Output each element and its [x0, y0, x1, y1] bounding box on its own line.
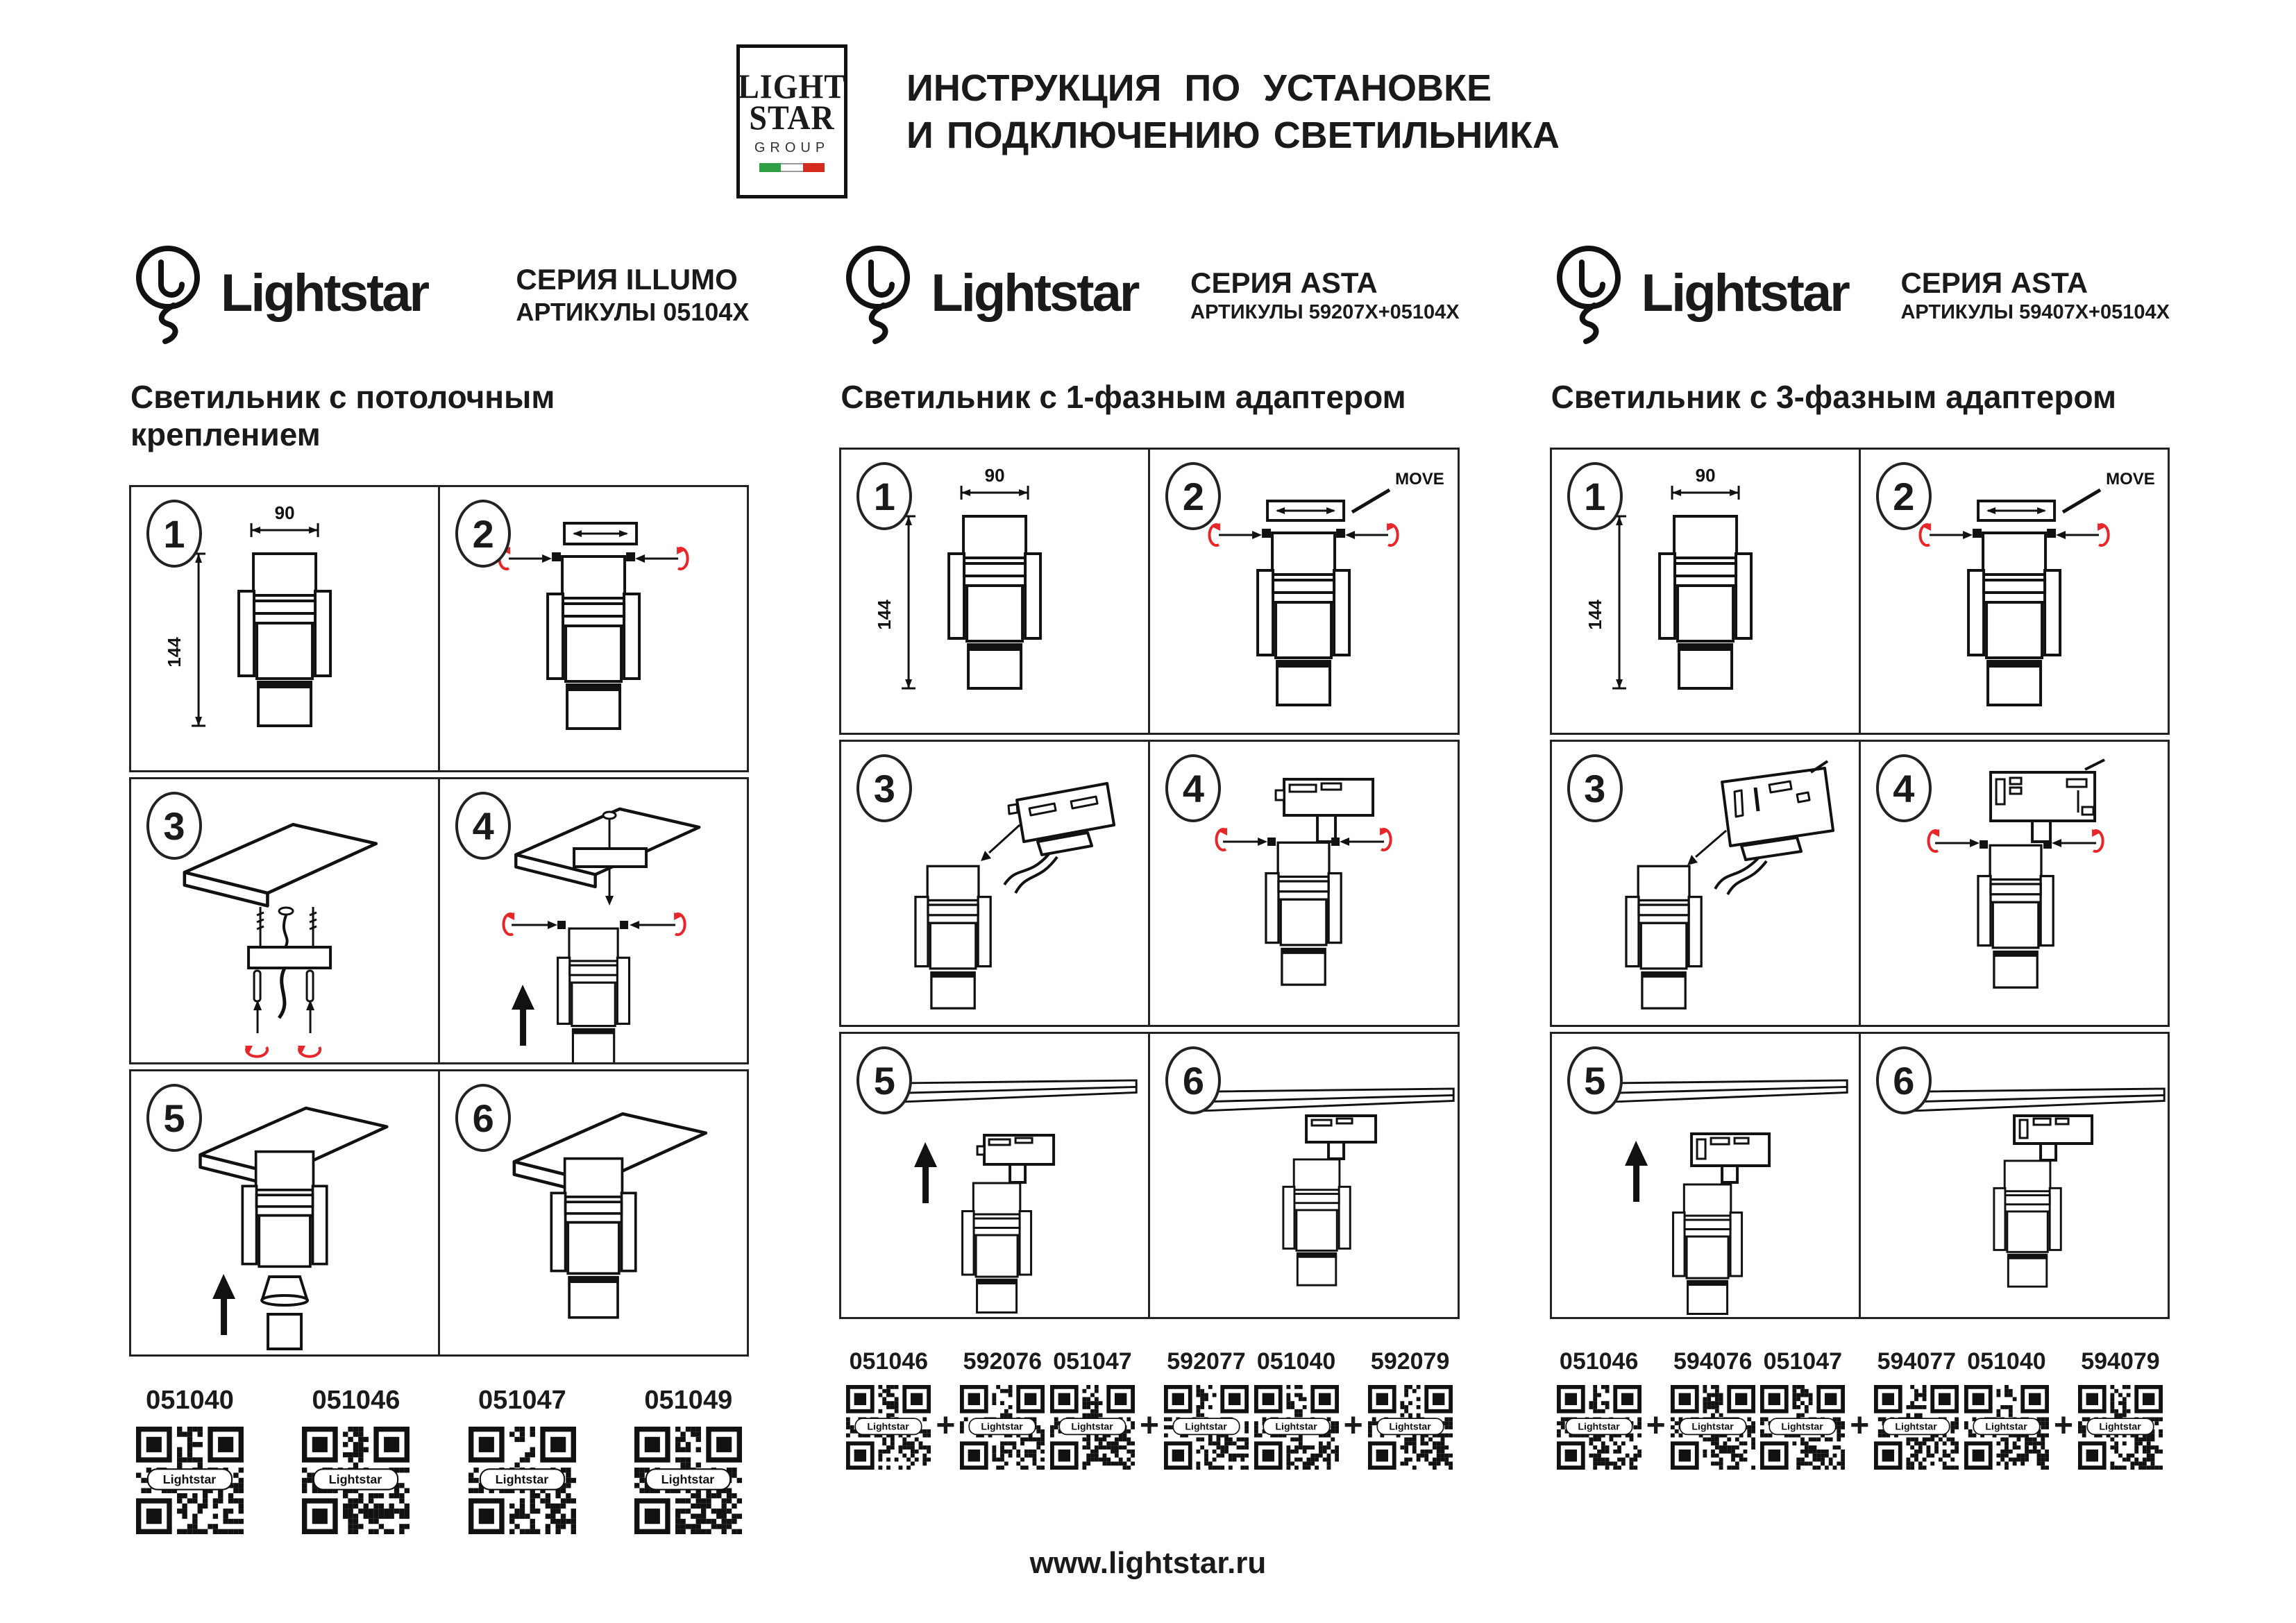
qr-code: [1164, 1385, 1249, 1470]
qr-code: [960, 1385, 1045, 1470]
qr-code: [302, 1427, 410, 1534]
svg-text:Lightstar: Lightstar: [1895, 1420, 1938, 1432]
up-arrow: [212, 1274, 235, 1335]
plus-sign: +: [1343, 1407, 1363, 1444]
brand-row: [129, 236, 749, 350]
article-number: 051047: [1763, 1348, 1843, 1375]
rotate-arrow-icon: [1210, 523, 1221, 545]
step-number: 2: [1876, 462, 1932, 530]
title-line-1: ИНСТРУКЦИЯ ПО УСТАНОВКЕ: [906, 67, 1492, 109]
article-number: 592077: [1167, 1348, 1246, 1375]
step-number: 5: [856, 1046, 912, 1114]
insert-arrow: [981, 825, 1020, 861]
push-arrow-left: [512, 921, 557, 929]
lightstar-group-logo: [736, 44, 847, 198]
fixture-drawing: [558, 928, 630, 1062]
screw-head: [603, 812, 616, 819]
step-cell-5: [129, 1069, 440, 1357]
qr-code: [1254, 1385, 1339, 1470]
column-illumo: [129, 229, 749, 1534]
plus-sign: +: [2053, 1407, 2073, 1444]
screw-right: [1332, 838, 1340, 846]
steps-grid: [129, 485, 749, 1357]
push-arrow-right: [2056, 531, 2099, 539]
svg-text:Lightstar: Lightstar: [329, 1472, 382, 1487]
mount-bracket: [248, 947, 330, 968]
step-cell-3: [1550, 740, 1861, 1027]
qr-code: [136, 1427, 244, 1534]
adapter-1phase: [1276, 779, 1374, 842]
columns: [129, 229, 2170, 1534]
qr-code: [1964, 1385, 2049, 1470]
svg-text:Lightstar: Lightstar: [1985, 1420, 2027, 1432]
grid-row: [1550, 1032, 2170, 1319]
height-dimension: [1612, 516, 1626, 688]
code-pair: [1050, 1348, 1249, 1470]
grid-row: [839, 740, 1459, 1027]
width-dimension: [961, 486, 1028, 500]
logo-line-star: STAR: [749, 98, 835, 137]
lightstar-bulb-icon: [839, 241, 917, 346]
lightstar-bulb-icon: [129, 241, 207, 346]
screw-left: [1263, 529, 1272, 538]
fixture-drawing: [1283, 1159, 1350, 1285]
adapter-1phase: [977, 1135, 1054, 1182]
fixture-drawing: [1660, 516, 1751, 688]
plus-sign: +: [1139, 1407, 1159, 1444]
wire: [279, 968, 285, 1018]
screw: [310, 907, 316, 946]
screw-right: [1337, 529, 1346, 538]
height-dimension: [902, 516, 915, 688]
svg-text:Lightstar: Lightstar: [981, 1420, 1024, 1432]
series-block: [1190, 261, 1460, 326]
step-cell-2: [1150, 448, 1459, 735]
rotate-arrow-icon: [677, 547, 688, 569]
fixture-drawing: [1994, 1161, 2061, 1286]
grid-row: [129, 485, 749, 772]
push-arrow-left: [1224, 838, 1268, 846]
step-cell-1: [129, 485, 440, 772]
code-block: [846, 1348, 931, 1470]
insert-arrow: [1687, 831, 1726, 865]
title-line-2: И ПОДКЛЮЧЕНИЮ СВЕТИЛЬНИКА: [906, 114, 1560, 156]
brand-wordmark: Lightstar: [931, 264, 1138, 323]
width-dim-label: 90: [1695, 465, 1716, 486]
track-bar: [1192, 1089, 1454, 1111]
article-number: 592079: [1370, 1348, 1450, 1375]
step-number: 3: [146, 792, 202, 860]
step-cell-2: [440, 485, 749, 772]
header: [0, 44, 2296, 198]
move-label: MOVE: [1395, 470, 1445, 488]
code-block: [1671, 1348, 1755, 1470]
grid-row: [839, 448, 1459, 735]
fixture-drawing: [1626, 866, 1701, 1008]
up-arrow: [306, 1000, 314, 1033]
push-arrow-right: [635, 554, 678, 563]
qr-code: [634, 1427, 742, 1534]
brand-row: [1550, 236, 2170, 350]
step-cell-1: [839, 448, 1150, 735]
qr-code: [469, 1427, 576, 1534]
rotate-arrow-icon: [1920, 523, 1931, 545]
screw: [257, 907, 264, 946]
step-number: 3: [1567, 754, 1623, 822]
screw-left: [557, 921, 566, 929]
adapter-3phase: [1691, 1134, 1769, 1182]
rotate-arrow-icon: [1381, 828, 1392, 850]
up-arrow: [914, 1142, 937, 1203]
plus-sign: +: [1646, 1407, 1666, 1444]
code-block: [469, 1386, 576, 1534]
height-dimension: [192, 554, 205, 726]
screw-left: [1980, 840, 1988, 849]
column-asta-1phase: [839, 229, 1459, 1534]
article-number: 592076: [963, 1348, 1043, 1375]
grid-row: [129, 1069, 749, 1357]
push-arrow-right: [2052, 839, 2096, 847]
adapter-1phase: [1307, 1116, 1376, 1159]
lamp-bulb: [262, 1277, 307, 1305]
code-pair: [846, 1348, 1045, 1470]
screw-left: [1268, 838, 1276, 846]
brand-wordmark: Lightstar: [1641, 264, 1848, 323]
column-subtitle: Светильник с потолочным креплением: [130, 379, 555, 452]
step-cell-2: [1861, 448, 2170, 735]
qr-code: [1368, 1385, 1453, 1470]
rotate-arrow-icon: [2092, 829, 2103, 851]
up-arrow: [512, 985, 534, 1046]
qr-code: [1874, 1385, 1959, 1470]
screw-right: [626, 552, 635, 561]
article-number: 594076: [1673, 1348, 1753, 1375]
article-number: 051040: [1256, 1348, 1336, 1375]
series-name: СЕРИЯ ASTA: [1190, 266, 1378, 299]
up-arrow: [1625, 1141, 1648, 1202]
push-arrow-left: [1930, 531, 1973, 539]
push-arrow-right: [1340, 838, 1385, 846]
fixture-drawing: [1673, 1184, 1741, 1314]
step-cell-3: [839, 740, 1150, 1027]
step-cell-6: [1861, 1032, 2170, 1319]
anchor: [307, 971, 313, 1001]
fixture-drawing: [963, 1183, 1031, 1313]
fixture-drawing: [1266, 842, 1341, 985]
rotate-arrow-icon: [245, 1046, 267, 1057]
step-number: 5: [146, 1084, 202, 1152]
column-subtitle: Светильник с 1-фазным адаптером: [841, 379, 1406, 415]
code-pair: [1964, 1348, 2163, 1470]
step-number: 5: [1567, 1046, 1623, 1114]
qr-code: [846, 1385, 931, 1470]
svg-text:Lightstar: Lightstar: [1578, 1420, 1620, 1432]
article-number: 051046: [1559, 1348, 1639, 1375]
article-codes: [129, 1386, 749, 1534]
series-block: [516, 257, 749, 329]
anchor: [254, 971, 260, 1001]
article-number: 051049: [644, 1386, 733, 1415]
push-arrow-left: [1219, 531, 1263, 539]
code-block: [2078, 1348, 2163, 1470]
grid-row: [1550, 448, 2170, 735]
plus-sign: +: [936, 1407, 956, 1444]
logo-line-light: LIGHT: [738, 67, 846, 105]
step-number: 6: [1876, 1046, 1932, 1114]
svg-text:Lightstar: Lightstar: [2099, 1420, 2141, 1432]
code-block: [302, 1386, 410, 1534]
step-cell-4: [440, 777, 749, 1064]
code-block: [1760, 1348, 1845, 1470]
column-asta-3phase: [1550, 229, 2170, 1534]
screw-right: [620, 921, 628, 929]
rotate-arrow-icon: [2097, 523, 2109, 545]
rotate-arrow-icon: [1928, 829, 1939, 851]
brand-wordmark: Lightstar: [221, 264, 428, 323]
svg-text:Lightstar: Lightstar: [1389, 1420, 1431, 1432]
fixture-drawing: [1258, 533, 1350, 705]
step-number: 6: [455, 1084, 511, 1152]
qr-code: [1050, 1385, 1135, 1470]
wire: [1015, 857, 1057, 893]
article-codes: [1550, 1348, 2170, 1470]
step-number: 4: [455, 792, 511, 860]
adapter-1phase: [1008, 783, 1114, 855]
push-arrow-left: [1935, 839, 1980, 847]
push-arrow-left: [509, 554, 552, 563]
ceiling-plate: [185, 824, 376, 906]
code-block: [1164, 1348, 1249, 1470]
code-block: [634, 1386, 742, 1534]
rotate-arrow-icon: [504, 912, 515, 935]
track-bar: [1902, 1089, 2164, 1111]
article-number: 051040: [146, 1386, 234, 1415]
adapter-tab: [2085, 760, 2104, 770]
fixture-drawing: [915, 866, 990, 1008]
height-dim-label: 144: [164, 637, 185, 668]
italian-flag-icon: [759, 163, 825, 172]
move-label: MOVE: [2105, 470, 2155, 488]
qr-code: [2078, 1385, 2163, 1470]
track-bar: [875, 1080, 1137, 1103]
width-dim-label: 90: [274, 502, 295, 523]
article-number: 051047: [478, 1386, 566, 1415]
step-cell-3: [129, 777, 440, 1064]
step-cell-6: [440, 1069, 749, 1357]
logo-line-group: GROUP: [754, 140, 830, 156]
grid-row: [1550, 740, 2170, 1027]
push-arrow-right: [1346, 531, 1389, 539]
height-dim-label: 144: [874, 600, 895, 630]
series-articles: АРТИКУЛЫ 59407X+05104X: [1900, 300, 2170, 323]
svg-text:Lightstar: Lightstar: [495, 1472, 549, 1487]
article-number: 594079: [2081, 1348, 2160, 1375]
article-number: 051046: [849, 1348, 929, 1375]
series-name: СЕРИЯ ASTA: [1900, 266, 2088, 299]
svg-text:Lightstar: Lightstar: [1781, 1420, 1824, 1432]
steps-grid: [839, 448, 1459, 1319]
wire: [284, 915, 287, 947]
qr-code: [1557, 1385, 1641, 1470]
svg-text:Lightstar: Lightstar: [1275, 1420, 1317, 1432]
svg-text:Lightstar: Lightstar: [661, 1472, 715, 1487]
move-leader: [1353, 490, 1390, 512]
down-arrow: [605, 867, 614, 906]
code-block: [960, 1348, 1045, 1470]
plus-sign: +: [1850, 1407, 1870, 1444]
step-number: 1: [1567, 462, 1623, 530]
brand-row: [839, 236, 1459, 350]
track-bar: [1585, 1080, 1847, 1103]
website-url: www.lightstar.ru: [1029, 1546, 1267, 1580]
article-number: 594077: [1877, 1348, 1957, 1375]
svg-text:Lightstar: Lightstar: [1185, 1420, 1227, 1432]
height-dim-label: 144: [1584, 600, 1605, 630]
step-cell-4: [1150, 740, 1459, 1027]
svg-text:Lightstar: Lightstar: [1691, 1420, 1734, 1432]
width-dim-label: 90: [984, 465, 1005, 486]
mount-bracket: [574, 849, 646, 867]
qr-code: [1760, 1385, 1845, 1470]
lightstar-bulb-icon: [1550, 241, 1628, 346]
code-pair: [1254, 1348, 1453, 1470]
step-number: 1: [856, 462, 912, 530]
fixture-drawing: [552, 1159, 636, 1318]
step-cell-5: [1550, 1032, 1861, 1319]
qr-code: [1671, 1385, 1755, 1470]
article-number: 051040: [1967, 1348, 2046, 1375]
code-block: [1557, 1348, 1641, 1470]
screw-right: [2047, 529, 2056, 538]
step-number: 3: [856, 754, 912, 822]
fixture-drawing: [949, 516, 1040, 688]
screw-left: [552, 552, 561, 561]
step-number: 4: [1165, 754, 1221, 822]
adapter-3phase: [1722, 768, 1833, 860]
fixture-drawing: [1978, 845, 2053, 987]
series-name: СЕРИЯ ILLUMO: [516, 262, 738, 296]
fixture-drawing: [239, 554, 330, 726]
code-block: [1964, 1348, 2049, 1470]
step-number: 4: [1876, 754, 1932, 822]
step-cell-4: [1861, 740, 2170, 1027]
screw-head: [279, 908, 293, 915]
series-articles: АРТИКУЛЫ 59207X+05104X: [1190, 300, 1460, 323]
article-number: 051047: [1053, 1348, 1132, 1375]
push-arrow-right: [630, 921, 675, 929]
fixture-drawing: [548, 556, 639, 729]
rotate-arrow-icon: [674, 912, 685, 935]
svg-text:Lightstar: Lightstar: [162, 1472, 217, 1487]
code-block: [1050, 1348, 1135, 1470]
rotate-arrow-icon: [1217, 828, 1228, 850]
screw-left: [1973, 529, 1982, 538]
fixture-drawing: [242, 1152, 326, 1267]
code-block: [1368, 1348, 1453, 1470]
up-arrow: [253, 1000, 262, 1033]
column-subtitle: Светильник с 3-фазным адаптером: [1551, 379, 2116, 415]
code-block: [1254, 1348, 1339, 1470]
code-block: [136, 1386, 244, 1534]
series-block: [1900, 261, 2170, 326]
steps-grid: [1550, 448, 2170, 1319]
step-number: 2: [455, 500, 511, 568]
step-number: 2: [1165, 462, 1221, 530]
code-pair: [1760, 1348, 1959, 1470]
width-dimension: [251, 523, 318, 537]
code-pair: [1557, 1348, 1755, 1470]
article-number: 051046: [312, 1386, 400, 1415]
page-title: [906, 44, 1560, 159]
adapter-3phase: [2014, 1116, 2092, 1160]
step-number: 1: [146, 500, 202, 568]
grid-row: [839, 1032, 1459, 1319]
fixture-drawing: [1968, 533, 2060, 705]
step-cell-5: [839, 1032, 1150, 1319]
series-articles: АРТИКУЛЫ 05104X: [516, 298, 750, 327]
lamp-shade: [268, 1314, 301, 1349]
step-number: 6: [1165, 1046, 1221, 1114]
code-block: [1874, 1348, 1959, 1470]
rotate-arrow-icon: [298, 1046, 320, 1057]
width-dimension: [1672, 486, 1739, 500]
step-cell-1: [1550, 448, 1861, 735]
grid-row: [129, 777, 749, 1064]
rotate-arrow-icon: [1387, 523, 1399, 545]
svg-text:Lightstar: Lightstar: [1071, 1420, 1113, 1432]
svg-text:Lightstar: Lightstar: [867, 1420, 910, 1432]
article-codes: [839, 1348, 1459, 1470]
move-leader: [2063, 490, 2100, 512]
step-cell-6: [1150, 1032, 1459, 1319]
screw-right: [2043, 840, 2052, 849]
